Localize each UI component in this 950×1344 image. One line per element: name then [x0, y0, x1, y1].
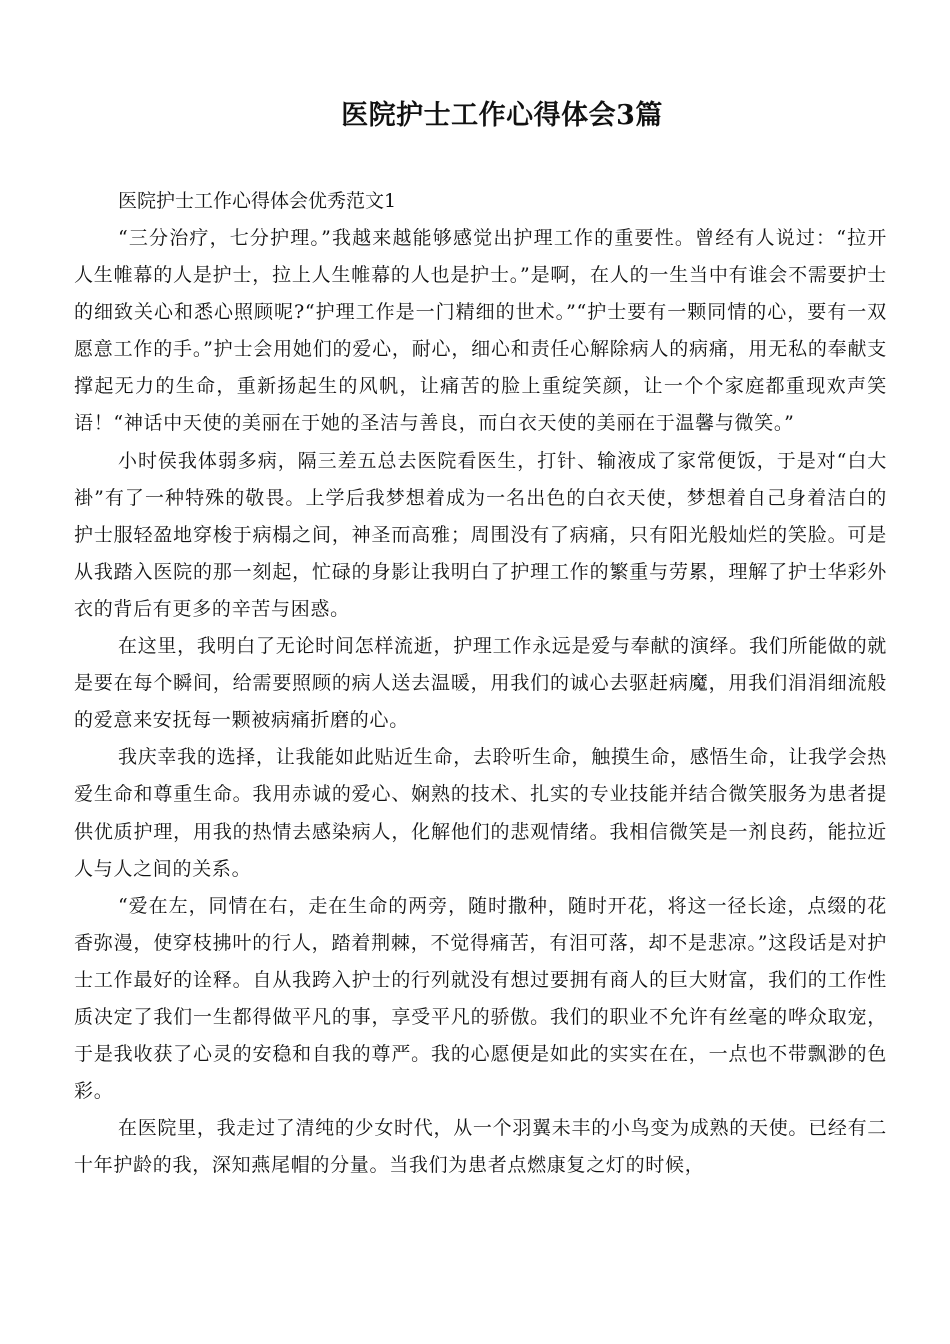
section-subtitle: 医院护士工作心得体会优秀范文1	[118, 190, 397, 212]
paragraph-4: 我庆幸我的选择，让我能如此贴近生命，去聆听生命，触摸生命，感悟生命，让我学会热爱生命和尊重生命。我用赤诚的爱心、娴熟的技术、扎实的专业技能并结合微笑服务为患者提供优质护理，用我的热情去感染病人，化解他们的悲观情绪。我相信微笑是一剂良药，能拉近人与人之间的关系。	[74, 746, 887, 880]
paragraph-5: “爱在左，同情在右，走在生命的两旁，随时撒种，随时开花，将这一径长途，点缀的花香弥漫，使穿枝拂叶的行人，踏着荆棘，不觉得痛苦，有泪可落，却不是悲凉。”这段话是对护士工作最好的诠释。自从我跨入护士的行列就没有想过要拥有商人的巨大财富，我们的工作性质决定了我们一生都得做平凡的事，享受平凡的骄傲。我们的职业不允许有丝毫的哗众取宠，于是我收获了心灵的安稳和自我的尊严。我的心愿便是如此的实实在在，一点也不带飘渺的色彩。	[74, 894, 887, 1103]
paragraph-6: 在医院里，我走过了清纯的少女时代，从一个羽翼未丰的小鸟变为成熟的天使。已经有二十年护龄的我，深知燕尾帽的分量。当我们为患者点燃康复之灯的时候，	[74, 1117, 887, 1177]
paragraph-2: 小时侯我体弱多病，隔三差五总去医院看医生，打针、输液成了家常便饭，于是对“白大褂”有了一种特殊的敬畏。上学后我梦想着成为一名出色的白衣天使，梦想着自己身着洁白的护士服轻盈地穿梭于病榻之间，神圣而高雅；周围没有了病痛，只有阳光般灿烂的笑脸。可是从我踏入医院的那一刻起，忙碌的身影让我明白了护理工作的繁重与劳累，理解了护士华彩外衣的背后有更多的辛苦与困惑。	[74, 449, 887, 620]
paragraph-1: “三分治疗，七分护理。”我越来越能够感觉出护理工作的重要性。曾经有人说过：“拉开人生帷幕的人是护士，拉上人生帷幕的人也是护士。”是啊，在人的一生当中有谁会不需要护士的细致关心和悉心照顾呢?“护理工作是一门精细的世术。”“护士要有一颗同情的心，要有一双愿意工作的手。”护士会用她们的爱心，耐心，细心和责任心解除病人的病痛，用无私的奉献支撑起无力的生命，重新扬起生的风帆，让痛苦的脸上重绽笑颜，让一个个家庭都重现欢声笑语！“神话中天使的美丽在于她的圣洁与善良，而白衣天使的美丽在于温馨与微笑。”	[74, 227, 887, 435]
document-body	[74, 183, 887, 1184]
paragraph-3: 在这里，我明白了无论时间怎样流逝，护理工作永远是爱与奉献的演绎。我们所能做的就是要在每个瞬间，给需要照顾的病人送去温暖，用我们的诚心去驱赶病魔，用我们涓涓细流般的爱意来安抚每一颗被病痛折磨的心。	[74, 635, 887, 732]
document-title: 医院护士工作心得体会3篇	[341, 100, 663, 131]
